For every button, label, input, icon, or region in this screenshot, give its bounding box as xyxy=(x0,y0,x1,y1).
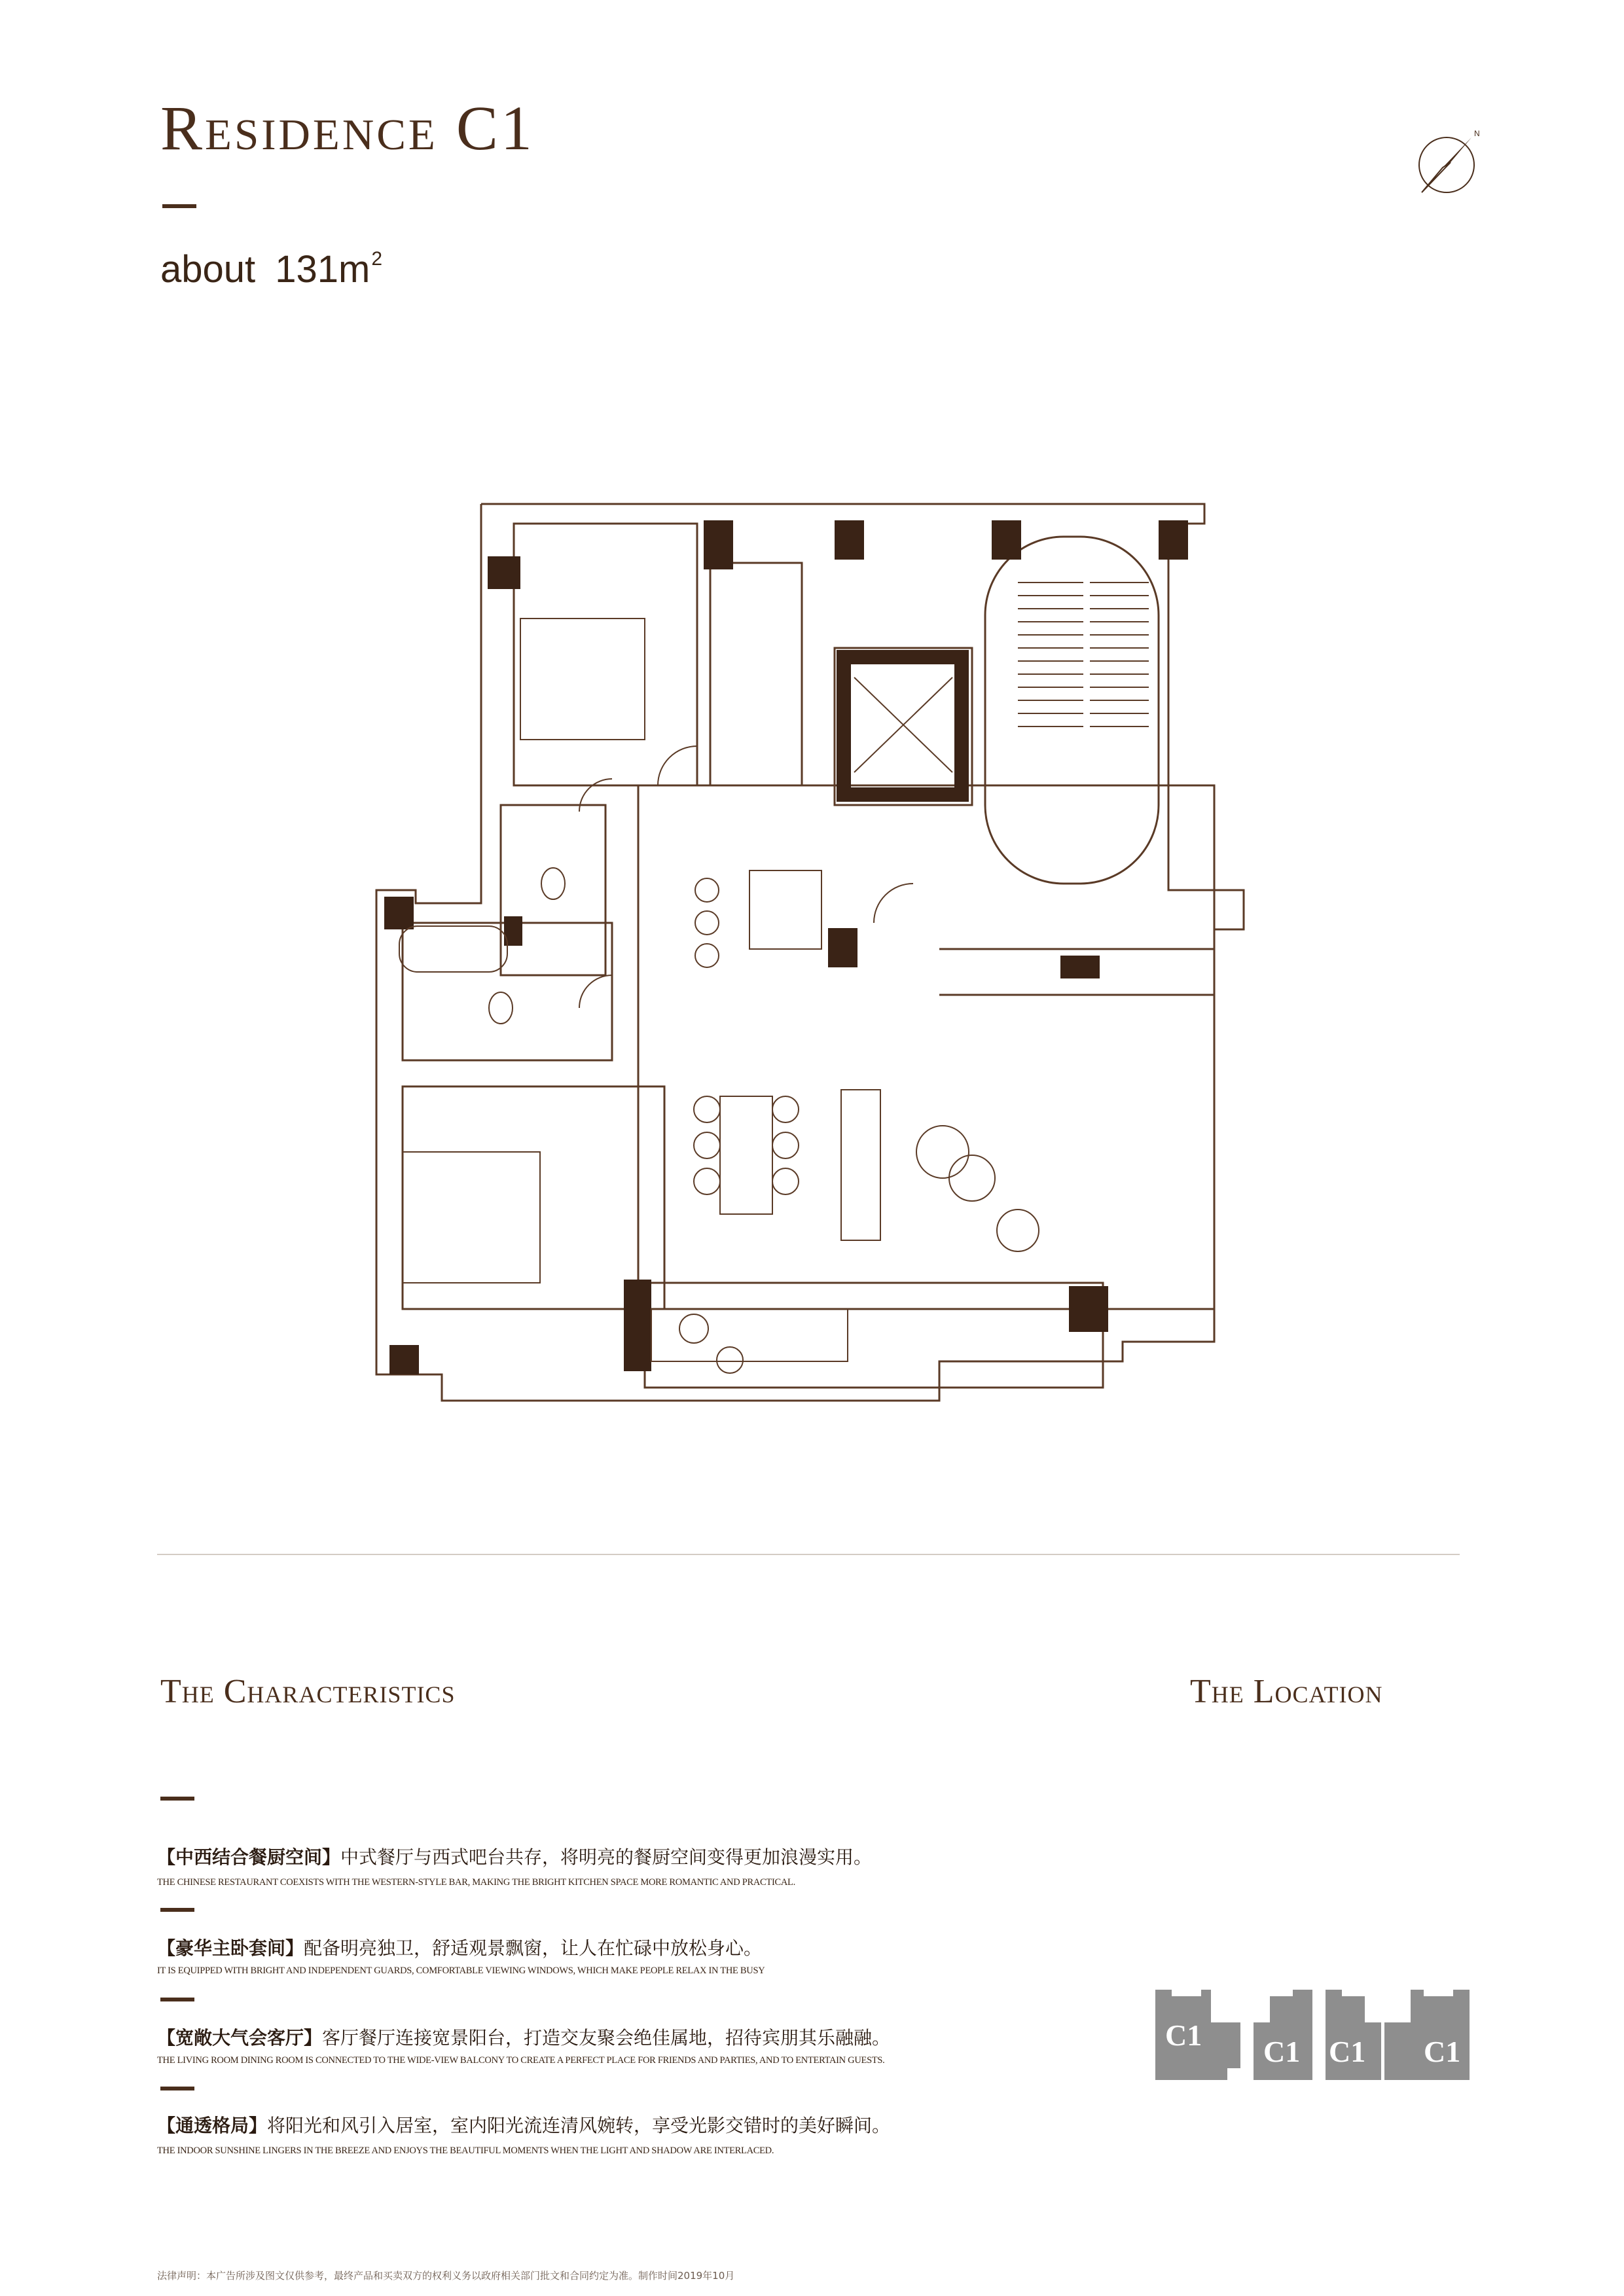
feature-1-en: THE CHINESE RESTAURANT COEXISTS WITH THE WESTERN-STYLE BAR, MAKING THE BRIGHT KITCHEN SPACE MORE ROMANTIC AND PRACTICAL. xyxy=(157,1877,795,1888)
balcony xyxy=(645,1283,1103,1388)
feature-2-en: IT IS EQUIPPED WITH BRIGHT AND INDEPENDENT GUARDS, COMFORTABLE VIEWING WINDOWS, WHICH MAKE PEOPLE RELAX IN THE BUSY xyxy=(157,1965,765,1976)
compass-north-label: N xyxy=(1474,129,1480,138)
feature-dash-1 xyxy=(160,1908,194,1912)
legal-disclaimer: 法律声明：本广告所涉及图文仅供参考，最终产品和买卖双方的权利义务以政府相关部门批文和合同约定为准。制作时间2019年10月 xyxy=(157,2270,735,2282)
section-divider xyxy=(157,1554,1460,1555)
bed-secondary xyxy=(520,619,645,740)
feature-1 xyxy=(157,1843,872,1869)
feature-3-tag: 【宽敞大气会客厅】 xyxy=(157,2027,323,2049)
dining-table xyxy=(720,1096,772,1214)
characteristics-dash xyxy=(160,1797,194,1801)
feature-4-text: 将阳光和风引入居室，室内阳光流连清风婉转，享受光影交错时的美好瞬间。 xyxy=(267,2115,891,2136)
bathroom-upper xyxy=(501,805,605,975)
area-value: 131m xyxy=(275,248,370,291)
location-keymap xyxy=(1149,1931,1476,2080)
unit-area xyxy=(160,247,382,291)
keymap-unit-1: C1 xyxy=(1165,2018,1202,2052)
characteristics-heading: The Characteristics xyxy=(160,1673,456,1710)
feature-1-tag: 【中西结合餐厨空间】 xyxy=(157,1846,341,1868)
location-heading: The Location xyxy=(1190,1673,1383,1710)
feature-dash-2 xyxy=(160,1998,194,2001)
feature-3-text: 客厅餐厅连接宽景阳台，打造交友聚会绝佳属地，招待宾朋其乐融融。 xyxy=(322,2027,891,2049)
area-prefix: about xyxy=(160,248,256,291)
stairwell xyxy=(985,537,1159,884)
feature-3 xyxy=(157,2024,890,2050)
keymap-unit-2: C1 xyxy=(1263,2035,1301,2068)
title-dash xyxy=(162,204,196,208)
feature-2-text: 配备明亮独卫，舒适观景飘窗，让人在忙碌中放松身心。 xyxy=(304,1937,763,1959)
feature-2-tag: 【豪华主卧套间】 xyxy=(157,1937,304,1959)
bedroom-secondary xyxy=(514,524,697,785)
feature-3-en: THE LIVING ROOM DINING ROOM IS CONNECTED TO THE WIDE-VIEW BALCONY TO CREATE A PERFECT PLACE FOR FRIENDS AND PARTIES, AND TO ENTERTAIN GUESTS. xyxy=(157,2055,885,2066)
feature-4-en: THE INDOOR SUNSHINE LINGERS IN THE BREEZE AND ENJOYS THE BEAUTIFUL MOMENTS WHEN THE LIGHT AND SHADOW ARE INTERLACED. xyxy=(157,2145,774,2156)
feature-4 xyxy=(157,2111,890,2138)
feature-dash-3 xyxy=(160,2087,194,2090)
keymap-unit-3: C1 xyxy=(1329,2035,1366,2068)
compass-icon xyxy=(1414,124,1486,203)
feature-4-tag: 【通透格局】 xyxy=(157,2115,268,2136)
living-dining xyxy=(638,785,1214,1309)
area-sup: 2 xyxy=(371,248,383,270)
floor-plan xyxy=(363,497,1250,1427)
kitchen-galley xyxy=(710,563,802,785)
feature-2 xyxy=(157,1934,762,1960)
bed-master xyxy=(403,1152,540,1283)
feature-1-text: 中式餐厅与西式吧台共存，将明亮的餐厨空间变得更加浪漫实用。 xyxy=(340,1846,873,1868)
sofa xyxy=(841,1090,880,1240)
elevator-shaft xyxy=(835,648,972,805)
keymap-unit-4: C1 xyxy=(1424,2035,1461,2068)
page-title: Residence C1 xyxy=(160,93,535,163)
master-bedroom xyxy=(403,1086,664,1309)
